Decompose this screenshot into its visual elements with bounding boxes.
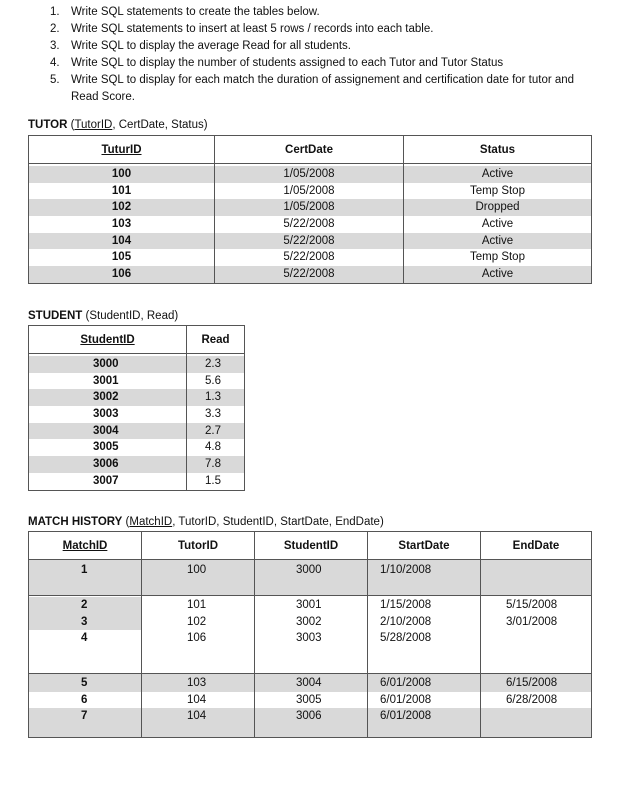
table-cell: 6/01/2008 bbox=[380, 710, 432, 723]
table-cell: 3.3 bbox=[205, 408, 221, 421]
status-column bbox=[404, 164, 592, 284]
table-cell: 1/10/2008 bbox=[368, 560, 481, 596]
table-cell: 5.6 bbox=[205, 374, 221, 387]
table-header-row bbox=[29, 136, 592, 164]
table-cell: 102 bbox=[187, 615, 207, 628]
table-cell: 100 bbox=[142, 560, 255, 596]
table-cell: 3006 bbox=[296, 710, 322, 723]
column-header-tutorid: TutorID bbox=[142, 532, 255, 560]
table-header-row bbox=[29, 326, 245, 354]
column-header-status: Status bbox=[404, 136, 592, 164]
table-cell: 1/05/2008 bbox=[283, 184, 335, 197]
table-cell: Temp Stop bbox=[470, 251, 525, 264]
table-cell: 1/15/2008 bbox=[380, 599, 432, 611]
table-header-row bbox=[29, 532, 592, 560]
column-header-certdate: CertDate bbox=[215, 136, 404, 164]
table-cell: 2/10/2008 bbox=[380, 615, 432, 628]
table-cell: Temp Stop bbox=[470, 184, 525, 197]
column-header-studentid: StudentID bbox=[29, 326, 187, 354]
studentid-column bbox=[29, 354, 187, 491]
table-cell: 1/05/2008 bbox=[215, 166, 403, 183]
table-cell: 1 bbox=[29, 560, 142, 596]
column-header-studentid: StudentID bbox=[255, 532, 368, 560]
table-cell: 3/01/2008 bbox=[506, 615, 558, 628]
column-header-enddate: EndDate bbox=[481, 532, 592, 560]
table-cell: 2 bbox=[29, 597, 141, 614]
table-cell: 103 bbox=[187, 677, 207, 689]
table-cell: 3004 bbox=[296, 677, 322, 689]
table-cell: 4 bbox=[81, 632, 88, 645]
table-cell: 2.3 bbox=[187, 356, 244, 373]
table-cell: 2.7 bbox=[187, 423, 244, 440]
table-cell: 100 bbox=[29, 166, 214, 183]
table-cell: 6/15/2008 bbox=[506, 677, 558, 689]
table-cell: 5/22/2008 bbox=[215, 266, 403, 283]
table-cell: 5 bbox=[81, 677, 88, 689]
table-cell: 3003 bbox=[296, 632, 322, 645]
table-cell bbox=[481, 708, 591, 725]
table-cell: 3 bbox=[29, 614, 141, 631]
matchid-cells bbox=[29, 674, 142, 738]
table-cell: 3001 bbox=[296, 599, 322, 611]
table-cell: 6/01/2008 bbox=[368, 692, 480, 709]
studentid-cells bbox=[255, 674, 368, 738]
table-body bbox=[29, 164, 592, 284]
table-cell: 4.8 bbox=[205, 441, 221, 454]
match-history-table bbox=[28, 531, 592, 738]
table-cell: 101 bbox=[187, 599, 207, 611]
table-cell: 5/22/2008 bbox=[283, 251, 335, 264]
enddate-cells bbox=[481, 674, 592, 738]
table-cell: 106 bbox=[187, 632, 207, 645]
table-cell: 102 bbox=[29, 199, 214, 216]
read-column bbox=[187, 354, 245, 491]
match-history-table-caption: MATCH HISTORY (MatchID, TutorID, StudentID, StartDate, EndDate) bbox=[28, 516, 384, 528]
tutorid-cells bbox=[142, 674, 255, 738]
table-cell: 105 bbox=[111, 251, 132, 264]
table-cell: 3000 bbox=[29, 356, 186, 373]
table-row-group bbox=[29, 596, 592, 674]
table-cell: 6 bbox=[29, 692, 141, 709]
table-cell: 6/28/2008 bbox=[481, 692, 591, 709]
certdate-column bbox=[215, 164, 404, 284]
table-cell: 5/22/2008 bbox=[283, 218, 335, 231]
matchid-cells bbox=[29, 596, 142, 674]
table-cell: 5/15/2008 bbox=[506, 599, 558, 611]
table-cell: 3005 bbox=[255, 692, 367, 709]
table-cell: 3002 bbox=[29, 389, 186, 406]
table-cell: 104 bbox=[187, 710, 207, 723]
column-header-read: Read bbox=[187, 326, 245, 354]
table-row-group bbox=[29, 674, 592, 738]
table-cell: 101 bbox=[111, 184, 132, 197]
table-cell: 7.8 bbox=[187, 456, 244, 473]
table-cell: 3002 bbox=[296, 615, 322, 628]
table-cell: 3006 bbox=[29, 456, 186, 473]
table-body bbox=[29, 354, 245, 491]
table-cell: 5/28/2008 bbox=[380, 632, 432, 645]
table-cell bbox=[481, 630, 591, 647]
table-cell: 3003 bbox=[93, 408, 119, 421]
table-cell: 104 bbox=[142, 692, 254, 709]
tutorid-column bbox=[29, 164, 215, 284]
table-cell: 104 bbox=[29, 233, 214, 250]
tutor-table-caption: TUTOR (TutorID, CertDate, Status) bbox=[28, 119, 208, 131]
table-row bbox=[29, 560, 592, 596]
table-cell: 3000 bbox=[255, 560, 368, 596]
enddate-cells bbox=[481, 596, 592, 674]
table-cell: Active bbox=[481, 218, 514, 231]
table-cell: 6/01/2008 bbox=[380, 677, 432, 689]
table-cell bbox=[481, 560, 592, 596]
table-cell: 1.5 bbox=[205, 474, 221, 487]
table-cell: Active bbox=[404, 233, 591, 250]
table-cell: 3007 bbox=[93, 474, 119, 487]
table-cell: 106 bbox=[29, 266, 214, 283]
column-header-startdate: StartDate bbox=[368, 532, 481, 560]
table-cell: 3001 bbox=[93, 374, 119, 387]
student-table bbox=[28, 325, 245, 491]
column-header-tutorid: TuturID bbox=[29, 136, 215, 164]
table-cell: 1.3 bbox=[187, 389, 244, 406]
table-cell: 3004 bbox=[29, 423, 186, 440]
studentid-cells bbox=[255, 596, 368, 674]
startdate-cells bbox=[368, 596, 481, 674]
table-cell: Active bbox=[404, 266, 591, 283]
table-cell: 5/22/2008 bbox=[215, 233, 403, 250]
tutor-table bbox=[28, 135, 592, 284]
column-header-matchid: MatchID bbox=[29, 532, 142, 560]
table-cell: 1/05/2008 bbox=[215, 199, 403, 216]
table-cell: 3005 bbox=[93, 441, 119, 454]
tutorid-cells bbox=[142, 596, 255, 674]
table-cell: 103 bbox=[111, 218, 132, 231]
table-cell: Active bbox=[404, 166, 591, 183]
table-cell: 7 bbox=[81, 710, 88, 723]
table-cell: Dropped bbox=[404, 199, 591, 216]
student-table-caption: STUDENT (StudentID, Read) bbox=[28, 310, 179, 322]
startdate-cells bbox=[368, 674, 481, 738]
